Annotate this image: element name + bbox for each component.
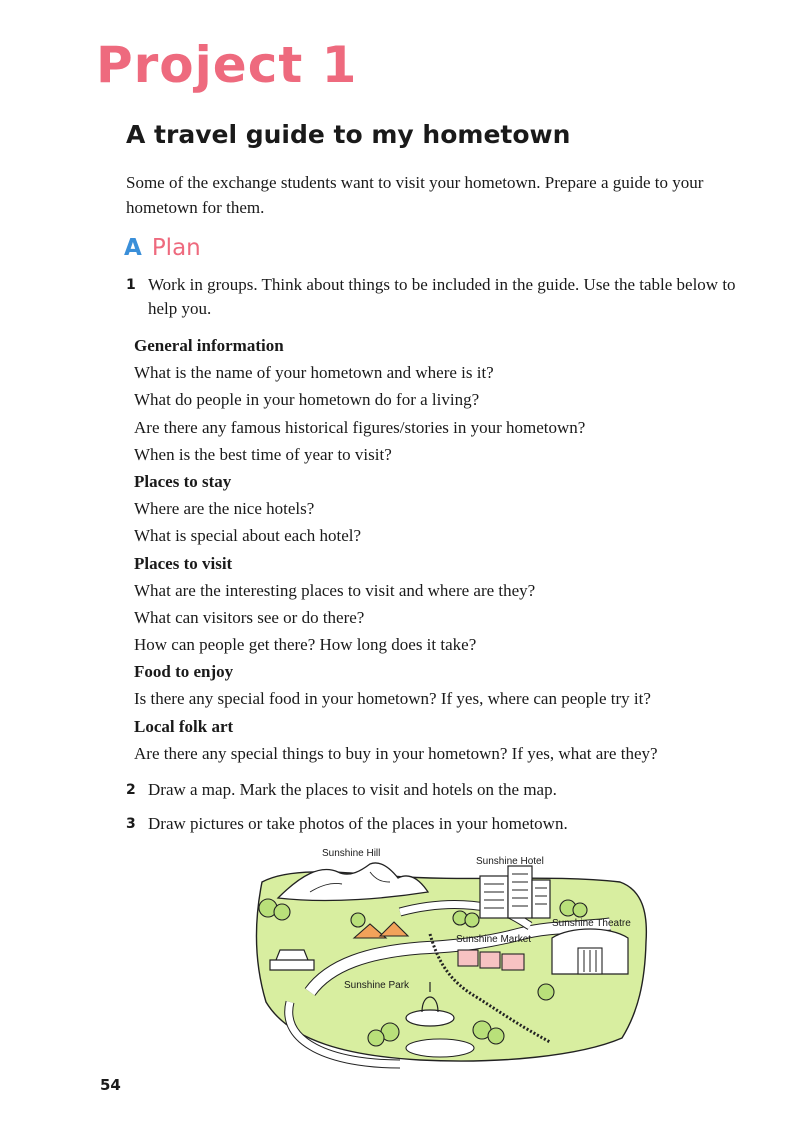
- checklist-question: What are the interesting places to visit and where are they?: [134, 580, 536, 600]
- task-text: Work in groups. Think about things to be included in the guide. Use the table below to help you.: [148, 275, 736, 318]
- task-text: Draw a map. Mark the places to visit and hotels on the map.: [148, 780, 557, 799]
- checklist-question: Are there any special things to buy in your hometown? If yes, what are they?: [134, 743, 658, 763]
- checklist-question: How can people get there? How long does it take?: [134, 635, 477, 655]
- map-label-park: Sunshine Park: [344, 980, 410, 991]
- map-drawing: [250, 842, 650, 1070]
- checklist-question: What can visitors see or do there?: [134, 607, 365, 627]
- checklist-question: What is the name of your hometown and where is it?: [134, 363, 494, 383]
- intro-paragraph: Some of the exchange students want to visit your hometown. Prepare a guide to your hometown for them.: [126, 173, 704, 217]
- task-item: [126, 273, 766, 321]
- hometown-map-illustration: [250, 842, 650, 1070]
- task-number: 1: [126, 277, 136, 293]
- section-letter: A: [124, 235, 142, 261]
- mountain-icon: [278, 863, 428, 901]
- map-label-hotel: Sunshine Hotel: [476, 856, 544, 867]
- task-number: 3: [126, 816, 136, 832]
- theatre-building-icon: [552, 929, 628, 974]
- map-label-market: Sunshine Market: [456, 934, 532, 945]
- checklist-category: Local folk art: [134, 716, 234, 736]
- page-number: 54: [100, 1076, 121, 1094]
- task-item: [126, 812, 766, 836]
- planning-checklist: [134, 332, 774, 767]
- page-subtitle: A travel guide to my hometown: [126, 120, 571, 149]
- task-item: [126, 778, 766, 802]
- flower-bed-icon: [406, 1039, 474, 1057]
- section-heading: [124, 232, 201, 264]
- checklist-category: Places to stay: [134, 471, 232, 491]
- map-label-theatre: Sunshine Theatre: [552, 918, 631, 929]
- checklist-category: Places to visit: [134, 553, 233, 573]
- checklist-question: What do people in your hometown do for a living?: [134, 390, 480, 410]
- checklist-category: Food to enjoy: [134, 662, 234, 682]
- hotel-building-icon: [480, 866, 550, 918]
- checklist-question: Where are the nice hotels?: [134, 499, 315, 519]
- checklist-question: What is special about each hotel?: [134, 526, 362, 546]
- checklist-question: When is the best time of year to visit?: [134, 444, 392, 464]
- task-number: 2: [126, 782, 136, 798]
- checklist-question: Are there any famous historical figures/stories in your hometown?: [134, 417, 586, 437]
- task-text: Draw pictures or take photos of the places in your hometown.: [148, 814, 568, 833]
- section-title: Plan: [151, 235, 201, 261]
- project-title: Project 1: [96, 36, 358, 94]
- checklist-category: General information: [134, 336, 284, 355]
- map-label-hill: Sunshine Hill: [322, 848, 381, 859]
- checklist-question: Is there any special food in your hometown? If yes, where can people try it?: [134, 689, 651, 709]
